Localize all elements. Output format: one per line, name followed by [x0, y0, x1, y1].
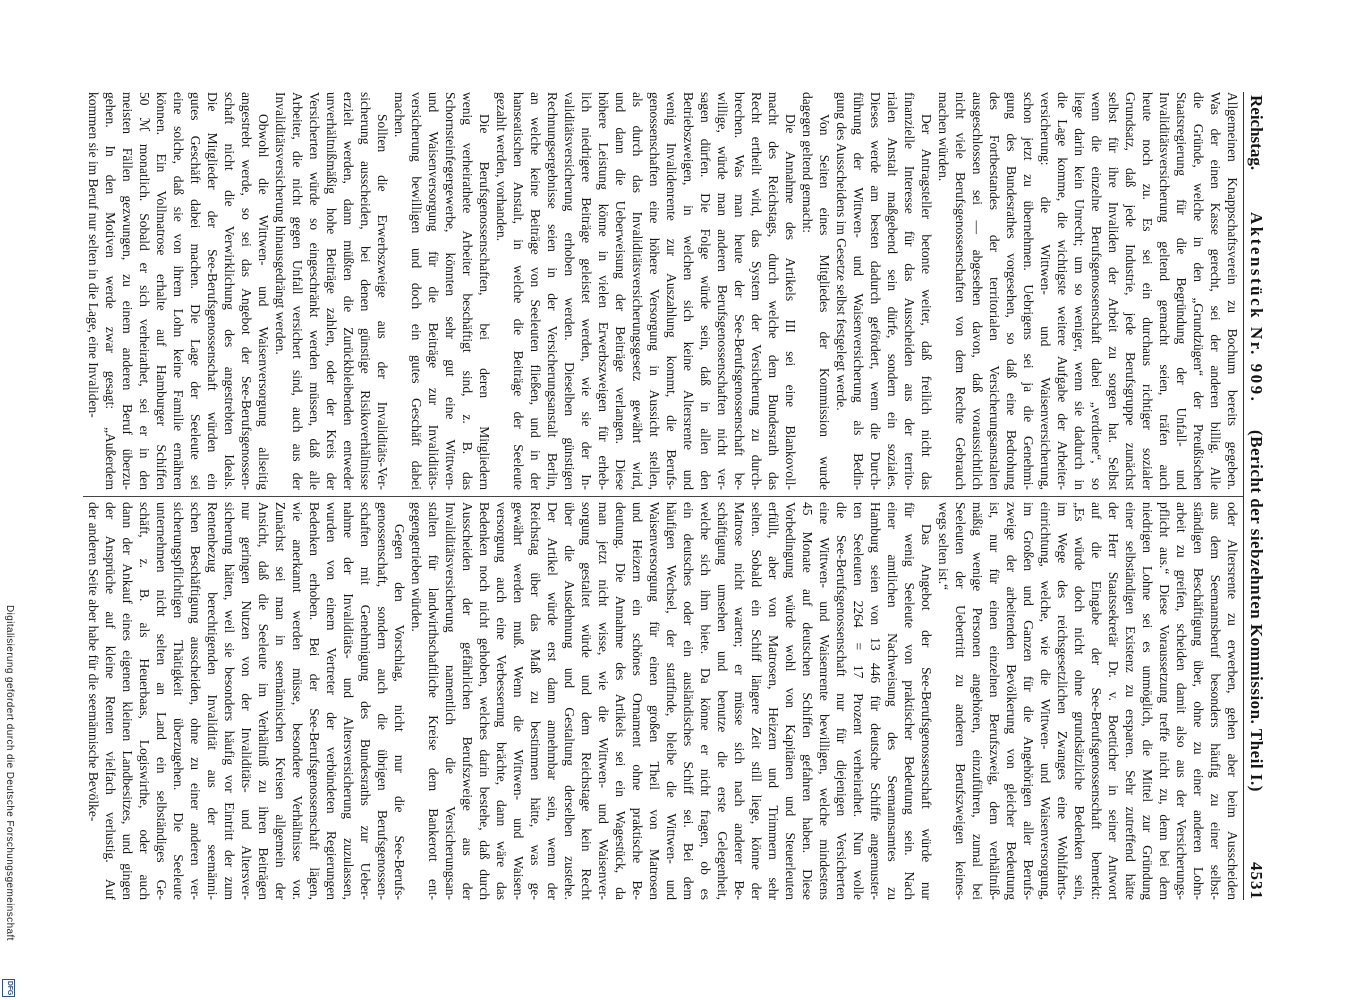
- paragraph: [408, 502, 935, 900]
- dfg-logo: DFG: [2, 979, 15, 997]
- text-line: schäft, z. B. als Heuerbaas, Logiswirthe, oder auch: [137, 502, 152, 900]
- text-line: liege darin kein Unrecht; um so weniger, wenn sie dadurch in: [1072, 92, 1087, 490]
- text-line: gung des Ausscheidens im Gesetze selbst festgelegt werde.: [834, 92, 849, 411]
- text-line: genossenschaft, sondern auch die übrigen Berufsgenossen-: [375, 502, 390, 900]
- text-line: einer selbständigen Existenz zu ersparen. Sehr zutreffend hätte: [1123, 502, 1138, 900]
- text-line: willige, würde man anderen Berufsgenossenschaften nicht ver-: [715, 92, 730, 490]
- text-line: auf die Eingabe der See-Berufsgenossenschaft bemerkt:: [1089, 502, 1104, 900]
- text-line: schaften mit Genehmigung des Bundesraths zur Ueber-: [358, 502, 373, 900]
- page-number: 4531: [1247, 862, 1266, 900]
- text-line: nahme der Invaliditäts- und Altersversicherung zuzulassen,: [341, 502, 356, 900]
- text-line: brechen. Was man heute der See-Berufsgenossenschaft be-: [732, 92, 747, 490]
- text-line: finanzielle Interesse für das Ausscheiden aus der territo-: [902, 92, 917, 490]
- text-line: unternehmen nicht selten an Land ein selbständiges Ge-: [154, 502, 169, 900]
- text-line: Seeleuten der Uebertritt zu anderen Berufszweigen keines-: [953, 502, 968, 900]
- text-line: Bedenken noch nicht gehoben, welches darin bestehe, daß durch: [477, 502, 492, 900]
- text-line: Waisenversorgung für einen großen Theil von Matrosen: [647, 502, 662, 900]
- text-line: nur geringen Nutzen von der Invaliditäts- und Altersver-: [239, 502, 254, 900]
- text-line: schon jetzt zu übernehmen. Uebrigens sei ja die Genehmi-: [1021, 92, 1036, 490]
- text-line: welche sich ihm biete. Da könne er nicht fragen, ob es: [698, 502, 713, 900]
- text-line: eine solche, daß sie von ihrem Lohn keine Familie ernähren: [171, 92, 186, 490]
- text-line: Der Artikel würde erst dann annehmbar sein, wenn der: [545, 502, 560, 900]
- header-title: Reichstag.: [1247, 95, 1266, 171]
- text-line: oder Altersrente zu erwerben, gehen aber beim Ausscheiden: [1225, 502, 1240, 900]
- text-line: hanseatischen Anstalt, in welche die Beiträge der Seeleute: [511, 92, 526, 490]
- text-line: pflicht aus.“ Diese Voraussetzung treffe nicht zu, denn bei dem: [1157, 502, 1172, 900]
- text-line: Von Seiten eines Mitgliedes der Kommission wurde: [817, 114, 832, 490]
- text-line: Zunächst sei man in seemännischen Kreisen allgemein der: [273, 502, 288, 900]
- text-line: können. Ein Vollmatrose erhalte auf Hamburger Schiffen: [154, 92, 169, 490]
- text-line: schen Beschäftigung ausscheiden, ohne zu einer anderen ver-: [188, 502, 203, 900]
- text-line: versorgung auch eine Verbesserung brächte, dann wäre das: [494, 502, 509, 900]
- text-line: gutes Geschäft dabei machen. Die Lage der Seeleute sei: [188, 92, 203, 490]
- text-line: ten Seeleuten 2264 = 17 Prozent verheirathet. Nun wolle: [851, 502, 866, 900]
- text-line: mäßig wenige Personen angehören, einzuführen, zumal bei: [970, 502, 985, 900]
- text-line: 50 ℳ monatlich. Sobald er sich verheirathet, sei er in den: [137, 92, 152, 490]
- text-line: Betriebszweigen, in welchen sich keine Altersrente und: [681, 92, 696, 490]
- text-line: eine Wittwen- und Waisenrente bewilligen, welche mindestens: [817, 502, 832, 900]
- text-line: stalten für landwirthschaftliche Kreise dem Bankerott ent-: [426, 502, 441, 900]
- text-line: Rechnungsergebnisse seien in der Versicherungsanstalt Berlin,: [545, 92, 560, 490]
- header-document-number: Aktenstück Nr. 909.: [1247, 212, 1266, 404]
- text-line: Staatsregierung für die Begründung der Unfall- und: [1174, 92, 1189, 490]
- text-line: Der Antragsteller betonte weiter, daß freilich nicht das: [919, 114, 934, 490]
- text-line: macht des Reichstags, durch welche dem Bundesrath das: [766, 92, 781, 490]
- text-line: Hamburg seien von 13 446 für deutsche Schiffe angemuster-: [868, 502, 883, 900]
- text-column-left: [85, 92, 1241, 490]
- paragraph: [272, 92, 391, 490]
- text-line: Rentenbezug berechtigenden Invalidität aus der seemänni-: [205, 502, 220, 900]
- text-line: versicherung: die Wittwen- und Waisenversicherung,: [1038, 92, 1053, 490]
- text-line: führung der Wittwen- und Waisenversicherung als Bedin-: [851, 92, 866, 490]
- text-line: deutung. Die Annahme des Artikels sei ein Wagestück, da: [613, 502, 628, 900]
- text-line: im Wege des reichsgesetzlichen Zwanges eine Wohlfahrts-: [1055, 502, 1070, 900]
- header-rule: [1243, 92, 1244, 900]
- text-line: machen.: [392, 92, 407, 138]
- text-line: Sollten die Erwerbszweige aus der Invaliditäts-Ver-: [375, 114, 390, 490]
- text-line: Dieses werde am besten dadurch gefördert, wenn die Durch-: [868, 92, 883, 490]
- text-line: Invaliditätsversicherung namentlich die Versicherungsan-: [443, 502, 458, 900]
- text-line: Arbeiter, die nicht gegen Unfall versichert sind, auch aus der: [290, 92, 305, 490]
- text-line: Vorbedingung würde wohl von Kapitänen und Steuerleuten: [783, 502, 798, 900]
- text-line: gung des Bundesrathes vorgesehen, so daß eine Bedrohung: [1004, 92, 1019, 490]
- text-line: Matrose nicht warten; er müsse sich nach anderer Be-: [732, 502, 747, 900]
- text-line: die See-Berufsgenossenschaft nur für diejenigen Versicherten: [834, 502, 849, 900]
- text-line: Ansicht, daß die Seeleute im Verhältniß zu ihren Beiträgen: [256, 502, 271, 900]
- text-line: für wenig Seeleute von praktischer Bedeutung sein. Nach: [902, 502, 917, 900]
- paragraph: [391, 92, 493, 490]
- text-line: höhere Leistung könne in vielen Erwerbszweigen für erheb-: [596, 92, 611, 490]
- paragraph: [833, 92, 935, 490]
- text-line: niedrigen Lohne sei es unmöglich, die Mittel zur Gründung: [1140, 502, 1155, 900]
- text-line: rialen Anstalt maßgebend sein dürfe, sondern ein soziales.: [885, 92, 900, 490]
- text-line: ist, nur für einen einzelnen Berufszweig, dem verhältniß-: [987, 502, 1002, 900]
- text-line: angestrebt werde, so sei das Angebot der See-Berufsgenossen-: [239, 92, 254, 490]
- text-line: sorgung gestaltet würde und dem Reichstage kein Recht: [579, 502, 594, 900]
- text-line: Obwohl die Wittwen- und Waisenversorgung allseitig: [256, 114, 271, 490]
- text-line: und Heizern ein schönes Ornament ohne praktische Be-: [630, 502, 645, 900]
- text-line: Das Angebot der See-Berufsgenossenschaft würde nur: [919, 524, 934, 900]
- paragraph: [85, 92, 272, 490]
- text-line: und Waisenversorgung für die Beiträge zur Invaliditäts-: [426, 92, 441, 490]
- paragraph: [935, 92, 1241, 490]
- text-line: validitätsversicherung erhoben werden. Dieselben günstigen: [562, 92, 577, 490]
- text-line: heute noch zu. Es sei ein durchaus richtiger sozialer: [1140, 92, 1155, 490]
- text-line: Allgemeinen Knappschaftsverein zu Bochum bereits gegeben.: [1225, 92, 1240, 490]
- text-line: ein deutsches oder ein ausländisches Schiff sei. Bei dem: [681, 502, 696, 900]
- text-line: „Es würde doch nicht ohne grundsätzliche Bedenken sein,: [1072, 502, 1087, 900]
- paragraph: [799, 92, 833, 490]
- text-line: sicherungspflichtigen Thätigkeit überzugehen. Die Seeleute: [171, 502, 186, 900]
- text-line: über die Ausdehnung und Gestaltung derselben zustehe.: [562, 502, 577, 900]
- text-line: die Lage komme, die wichtigste weitere Aufgabe der Arbeiter-: [1055, 92, 1070, 490]
- text-line: Reichstag über das Maß zu bestimmen hätte, was ge-: [528, 502, 543, 900]
- text-line: erfüllt, aber von Matrosen, Heizern und Trimmern sehr: [766, 502, 781, 900]
- text-line: einrichtung, welche, wie die Wittwen- und Waisenversorgung,: [1038, 502, 1053, 900]
- text-line: ausgeschlossen sei — abgesehen davon, daß voraussichtlich: [970, 92, 985, 490]
- text-line: Recht ertheilt wird, das System der Versicherung zu durch-: [749, 92, 764, 490]
- text-line: Bedenken erhoben. Bei der See-Berufsgenossenschaft lägen,: [307, 502, 322, 900]
- text-line: unverhältnißmäßig hohe Beiträge zahlen, oder der Kreis der: [324, 92, 339, 490]
- text-line: dann der Ankauf eines eigenen kleinen Landbesitzes, und gingen: [120, 502, 135, 900]
- text-line: schäftigung umsehen und benutze die erste Gelegenheit,: [715, 502, 730, 900]
- text-line: kommen sie im Beruf nur selten in die Lage, eine Invaliden-: [86, 92, 101, 418]
- column-divider: [83, 496, 1243, 497]
- text-line: und dann die Ueberweisung der Beiträge verlangen. Diese: [613, 92, 628, 490]
- text-line: der Ansprüche auf kleine Renten vielfach verlustig. Auf: [103, 502, 118, 900]
- text-line: Ausscheiden der gefährlichen Berufszweige aus der: [460, 502, 475, 900]
- text-line: selten. Sobald ein Schiff längere Zeit still liege, könne der: [749, 502, 764, 900]
- text-line: ständigen Beschäftigung über, ohne zu einer anderen Lohn-: [1191, 502, 1206, 900]
- text-line: als durch das Invaliditätsversicherungsgesetz gewährt wird,: [630, 92, 645, 490]
- text-line: lich niedrigere Beiträge geleistet werden, wie sie der In-: [579, 92, 594, 490]
- text-line: wenn die einzelne Berufsgenossenschaft dabei „verdiene“, so: [1089, 92, 1104, 490]
- page-header: [1245, 92, 1267, 900]
- text-line: gehen. In den Motiven werde zwar gesagt: „Außerdem: [103, 92, 118, 490]
- text-line: selbst für ihre Invaliden der Arbeit zu sorgen hat. Selbst: [1106, 92, 1121, 490]
- text-line: häufigen Wechsel, der stattfinde, bleibe die Wittwen- und: [664, 502, 679, 900]
- paragraph: [935, 502, 1241, 900]
- text-line: der Herr Staatssekretär Dr. v. Boetticher in seiner Antwort: [1106, 502, 1121, 900]
- text-line: wenig verheirathete Arbeiter beschäftigt sind, z. B. das: [460, 92, 475, 490]
- text-line: der anderen Seite aber habe für die seemännische Bevölke-: [86, 502, 101, 822]
- text-line: 45 Monate auf deutschen Schiffen gefahren haben. Diese: [800, 502, 815, 900]
- text-line: arbeit zu greifen, scheiden damit also aus der Versicherungs-: [1174, 502, 1189, 900]
- text-line: Grundsatz, daß jede Industrie, jede Berufsgruppe zunächst: [1123, 92, 1138, 490]
- text-line: Invaliditätsversicherung geltend gemacht seien, träfen auch: [1157, 92, 1172, 490]
- text-line: Invaliditätsversicherung hinausgedrängt werden.: [273, 92, 288, 355]
- text-line: sicherung ausscheiden, bei denen günstige Risikoverhältnisse: [358, 92, 373, 490]
- text-line: versicherung bewilligen und doch ein gutes Geschäft dabei: [409, 92, 424, 490]
- text-line: Schornsteinfegergewerbe, könnten sehr gut eine Wittwen-: [443, 92, 458, 490]
- text-line: Die Mitglieder der See-Berufsgenossenschaft würden ein: [205, 92, 220, 490]
- text-line: wie anerkannt werden müsse, besondere Verhältnisse vor.: [290, 502, 305, 900]
- text-line: Versicherten würde so eingeschränkt werden müssen, daß alle: [307, 92, 322, 490]
- text-column-right: [85, 502, 1241, 900]
- text-line: aus dem Seemannsberuf besonders häufig zu einer selbst-: [1208, 502, 1223, 900]
- text-line: wenig Invalidenrente zur Auszahlung kommt, die Berufs-: [664, 92, 679, 490]
- text-line: sagen dürfen. Die Folge würde sein, daß in allen den: [698, 92, 713, 490]
- text-line: Gegen den Vorschlag, nicht nur die See-Berufs-: [392, 524, 407, 900]
- text-line: im Großen und Ganzen für die Angehörigen aller Berufs-: [1021, 502, 1036, 900]
- text-line: Was der einen Kasse gerecht, sei der anderen billig. Alle: [1208, 92, 1223, 490]
- text-line: genossenschaften eine höhere Versorgung in Aussicht stellen,: [647, 92, 662, 490]
- text-line: einer amtlichen Nachweisung des Seemannsamtes zu: [885, 502, 900, 900]
- text-line: dagegen geltend gemacht:: [800, 92, 815, 233]
- text-line: nicht viele Berufsgenossenschaften von dem Rechte Gebrauch: [953, 92, 968, 490]
- text-line: die Gründe, welche in den „Grundzügen“ der Preußischen: [1191, 92, 1206, 490]
- paragraph: [493, 92, 799, 490]
- text-line: Die Berufsgenossenschaften, bei deren Mitgliedern: [477, 114, 492, 490]
- funding-notice: Digitalisierung gefördert durch die Deutsche Forschungsgemeinschaft: [4, 605, 15, 941]
- text-line: gewährt werden muß. Wenn die Wittwen- und Waisen-: [511, 502, 526, 900]
- text-line: Die Annahme des Artikels III sei eine Blankovoll-: [783, 114, 798, 490]
- text-line: schaft nicht die Verwirklichung des angestrebten Ideals.: [222, 92, 237, 490]
- text-line: man jetzt nicht wisse, wie die Wittwen- und Waisenver-: [596, 502, 611, 900]
- text-line: erzielt werden, dann müßten die Zurückbleibenden entweder: [341, 92, 356, 490]
- header-subtitle: (Bericht der siebzehnten Kommission. Theil I.): [1247, 430, 1266, 792]
- text-line: wegs selten ist.“: [936, 502, 951, 591]
- text-line: machen würden.: [936, 92, 951, 182]
- text-line: zweige der arbeitenden Bevölkerung von gleicher Bedeutung: [1004, 502, 1019, 900]
- text-line: sicherung hätten, weil sie besonders häufig vor Eintritt der zum: [222, 502, 237, 900]
- text-line: des Fortbestandes der territorialen Versicherungsanstalten: [987, 92, 1002, 490]
- text-line: an welche keine Beiträge von Seeleuten fließen, und in der: [528, 92, 543, 490]
- text-line: wurden von einem Vertreter der verbündeten Regierungen: [324, 502, 339, 900]
- text-line: gegengetrieben würden.: [409, 502, 424, 632]
- text-line: gezahlt werden, vorhanden.: [494, 92, 509, 242]
- text-line: meisten Fällen gezwungen, zu einem anderen Beruf überzu-: [120, 92, 135, 490]
- paragraph: [85, 502, 408, 900]
